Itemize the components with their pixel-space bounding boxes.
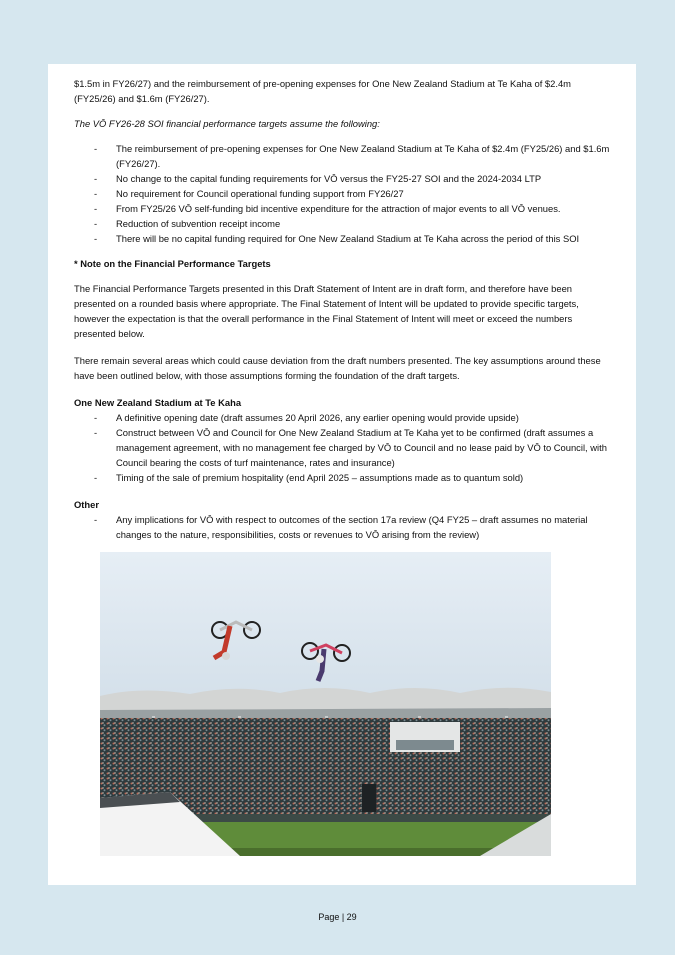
stadium-heading: One New Zealand Stadium at Te Kaha [74, 397, 242, 408]
list-item: - There will be no capital funding required for One New Zealand Stadium at Te Kaha across the period of this SOI [74, 231, 614, 246]
note-paragraph-1: The Financial Performance Targets presented in this Draft Statement of Intent are in draft form, and therefore have been presented on a rounded basis where appropriate. The Final Statement of Intent will be updated to provide specific targets, however the expectation is that the overall performance in the Final Statement of Intent will meet or exceed the numbers presented below. [74, 283, 579, 339]
list-item: - Any implications for VŌ with respect to outcomes of the section 17a review (Q4 FY25 – draft assumes no material changes to the nature, responsibilities, costs or revenues to VŌ arising from the review) [74, 512, 614, 542]
targets-heading: The VŌ FY26-28 SOI financial performance targets assume the following: [74, 118, 380, 129]
note-heading: * Note on the Financial Performance Targets [74, 258, 271, 269]
list-item: - From FY25/26 VŌ self-funding bid incentive expenditure for the attraction of major events to all VŌ venues. [74, 201, 614, 216]
list-item: - Reduction of subvention receipt income [74, 216, 614, 231]
other-heading: Other [74, 499, 100, 510]
note-paragraph-2: There remain several areas which could cause deviation from the draft numbers presented. The key assumptions around these have been outlined below, with those assumptions forming the foundation of the draft targets. [74, 355, 601, 381]
intro-paragraph: $1.5m in FY26/27) and the reimbursement of pre-opening expenses for One New Zealand Stadium at Te Kaha of $2.4m (FY25/26) and $1.6m (FY26/27). [74, 78, 571, 104]
stadium-list [74, 410, 614, 485]
document-content [74, 76, 614, 552]
page-number: Page | 29 [318, 912, 357, 922]
targets-list [74, 141, 614, 246]
list-item: - No change to the capital funding requirements for VŌ versus the FY25-27 SOI and the 2024-2034 LTP [74, 171, 614, 186]
motocross-stadium-photo [100, 552, 551, 856]
list-item: - Timing of the sale of premium hospitality (end April 2025 – assumptions made as to quantum sold) [74, 470, 614, 485]
list-item: - Construct between VŌ and Council for One New Zealand Stadium at Te Kaha yet to be confirmed (draft assumes a management agreement, with no management fee charged by VŌ to Council and no lease paid by VŌ to Council, with Council bearing the costs of turf maintenance, rates and insurance) [74, 425, 614, 470]
other-list [74, 512, 614, 542]
document-page [48, 64, 636, 885]
list-item: - A definitive opening date (draft assumes 20 April 2026, any earlier opening would provide upside) [74, 410, 614, 425]
list-item: - No requirement for Council operational funding support from FY26/27 [74, 186, 614, 201]
list-item: - The reimbursement of pre-opening expenses for One New Zealand Stadium at Te Kaha of $2.4m (FY25/26) and $1.6m (FY26/27). [74, 141, 614, 171]
